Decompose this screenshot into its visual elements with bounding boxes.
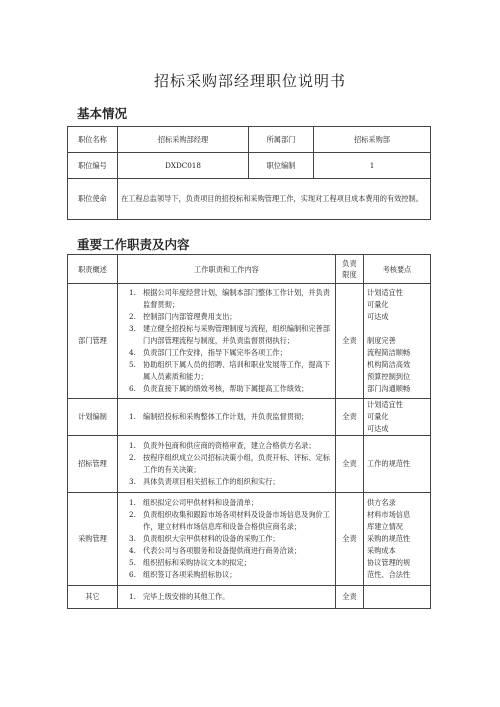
mission-label: 职位使命	[68, 179, 118, 220]
assessment-point: 采购的规范性	[367, 534, 411, 543]
table-row	[68, 493, 431, 586]
assessment-point: 流程简洁顺畅	[367, 348, 411, 357]
assessment-point	[367, 323, 427, 335]
list-item	[121, 591, 332, 603]
assessment-points	[364, 399, 431, 436]
duty-category: 计划编制	[68, 399, 118, 436]
item-text: 负责外包商和供应商的资格审查，建立合格供方名录；	[143, 441, 316, 450]
item-number: 1.	[129, 592, 136, 601]
assessment-points	[364, 493, 431, 586]
item-number: 1.	[129, 498, 136, 507]
responsibility-degree: 全责	[336, 586, 364, 609]
item-text: 组织拟定公司甲供材料和设备清单；	[143, 498, 259, 507]
duty-category: 采购管理	[68, 493, 118, 586]
item-text: 代表公司与各项服务和设备提供商进行商务洽谈；	[143, 546, 302, 555]
list-item	[121, 287, 332, 311]
duties-table	[67, 254, 431, 609]
list-item	[121, 359, 332, 383]
item-number: 5.	[129, 360, 136, 369]
department-value: 招标采购部	[314, 127, 431, 153]
headcount-label: 职位编制	[249, 153, 314, 179]
item-text: 编制招投标和采购整体工作计划，并负责监督贯彻；	[143, 412, 309, 421]
assessment-point: 库建立情况	[367, 522, 403, 531]
position-code-label: 职位编号	[68, 153, 118, 179]
item-number: 2.	[129, 510, 136, 519]
item-number: 3.	[129, 477, 136, 486]
list-item	[121, 440, 332, 452]
item-text: 负责部门工作安排，指导下属完毕各项工作；	[143, 348, 287, 357]
item-number: 4.	[129, 348, 136, 357]
list-item	[121, 347, 332, 359]
list-item	[121, 311, 332, 323]
item-number: 6.	[129, 570, 136, 579]
item-number: 1.	[129, 412, 136, 421]
item-text: 具体负责项目相关招标工作的组织和实行；	[143, 477, 280, 486]
item-number: 2.	[129, 453, 136, 462]
table-row	[68, 586, 431, 609]
item-text: 按程序组织成立公司招标决策小组，负责开标、评标、定标工作的有关决策；	[143, 453, 330, 474]
duty-items	[118, 436, 336, 493]
responsibility-degree: 全责	[336, 284, 364, 399]
assessment-point: 工作的规范性	[367, 459, 411, 468]
table-row	[68, 179, 431, 220]
list-item	[121, 557, 332, 569]
duty-category: 部门管理	[68, 284, 118, 399]
table-row	[68, 399, 431, 436]
item-text: 协助组织下属人员的招聘、培训和职业发展等工作，提高下属人员素质和能力；	[143, 360, 330, 381]
assessment-point: 计划适宜性	[367, 400, 403, 409]
assessment-point: 制度完善	[367, 336, 396, 345]
assessment-point: 材料市场信息	[367, 510, 411, 519]
list-item	[121, 497, 332, 509]
item-text: 负责组织收集和跟踪市场各项材料及设备市场信息及询价工作，建立材料市场信息库和设备合格供应商名录；	[143, 510, 330, 531]
item-text: 组织招标和采购协议文本的拟定；	[143, 558, 251, 567]
assessment-point: 供方名录	[367, 498, 396, 507]
list-item	[121, 569, 332, 581]
item-number: 3.	[129, 324, 136, 333]
responsibility-degree: 全责	[336, 399, 364, 436]
assessment-points	[364, 586, 431, 609]
table-row	[68, 436, 431, 493]
position-code-value: DXDC018	[118, 153, 249, 179]
duty-category: 其它	[68, 586, 118, 609]
position-name-label: 职位名称	[68, 127, 118, 153]
basic-info-table	[67, 126, 431, 220]
list-item	[121, 323, 332, 347]
list-item	[121, 509, 332, 533]
duty-items	[118, 586, 336, 609]
item-number: 1.	[129, 288, 136, 297]
header-kpi: 考核要点	[364, 255, 431, 284]
assessment-points	[364, 284, 431, 399]
item-text: 负责直接下属的绩效考核，帮助下属提高工作绩效；	[143, 384, 309, 393]
table-row	[68, 284, 431, 399]
header-overview: 职责概述	[68, 255, 118, 284]
responsibility-degree: 全责	[336, 436, 364, 493]
assessment-point: 机构简洁高效	[367, 360, 411, 369]
position-name-value: 招标采购部经理	[118, 127, 249, 153]
assessment-point: 采购成本	[367, 546, 396, 555]
assessment-point: 计划适宜性	[367, 288, 403, 297]
header-content: 工作职责和工作内容	[118, 255, 336, 284]
item-number: 4.	[129, 546, 136, 555]
item-text: 完毕上级安排的其他工作。	[143, 592, 230, 601]
item-number: 3.	[129, 534, 136, 543]
mission-value: 在工程总监领导下，负责项目的招投标和采购管理工作，实现对工程项目成本费用的有效控制。	[118, 179, 431, 220]
department-label: 所属部门	[249, 127, 314, 153]
assessment-point: 协议管理的规	[367, 558, 411, 567]
list-item	[121, 533, 332, 545]
item-number: 2.	[129, 312, 136, 321]
list-item	[121, 383, 332, 395]
headcount-value: 1	[314, 153, 431, 179]
table-row	[68, 153, 431, 179]
table-header-row	[68, 255, 431, 284]
assessment-point: 可量化	[367, 300, 389, 309]
list-item	[121, 476, 332, 488]
assessment-point: 范性、合法性	[367, 570, 411, 579]
section-heading-duties: 重要工作职责及内容	[77, 237, 190, 252]
duty-items	[118, 493, 336, 586]
list-item	[121, 545, 332, 557]
document-title: 招标采购部经理职位说明书	[153, 72, 346, 90]
item-number: 1.	[129, 441, 136, 450]
item-text: 控制部门内部管理费用支出；	[143, 312, 237, 321]
item-text: 根据公司年度经营计划，编制本部门整体工作计划，并负责监督贯彻；	[143, 288, 330, 309]
duty-items	[118, 284, 336, 399]
assessment-point: 预算控制到位	[367, 372, 411, 381]
assessment-point: 可量化	[367, 412, 389, 421]
duty-category: 招标管理	[68, 436, 118, 493]
section-heading-basic: 基本情况	[77, 106, 128, 121]
responsibility-degree: 全责	[336, 493, 364, 586]
header-degree: 负责 限度	[336, 255, 364, 284]
assessment-point: 可达成	[367, 312, 389, 321]
assessment-points	[364, 436, 431, 493]
duty-items	[118, 399, 336, 436]
item-text: 组织签订各项采购招标协议；	[143, 570, 237, 579]
item-text: 建立健全招投标与采购管理制度与流程，组织编制和完善部门内部管理流程与制度，并负责监督贯彻执行；	[143, 324, 330, 345]
item-number: 5.	[129, 558, 136, 567]
assessment-point: 可达成	[367, 424, 389, 433]
table-row	[68, 127, 431, 153]
item-text: 负责组织大宗甲供材料的设备的采购工作；	[143, 534, 280, 543]
item-number: 6.	[129, 384, 136, 393]
list-item	[121, 411, 332, 423]
list-item	[121, 452, 332, 476]
assessment-point: 部门沟通顺畅	[367, 384, 411, 393]
